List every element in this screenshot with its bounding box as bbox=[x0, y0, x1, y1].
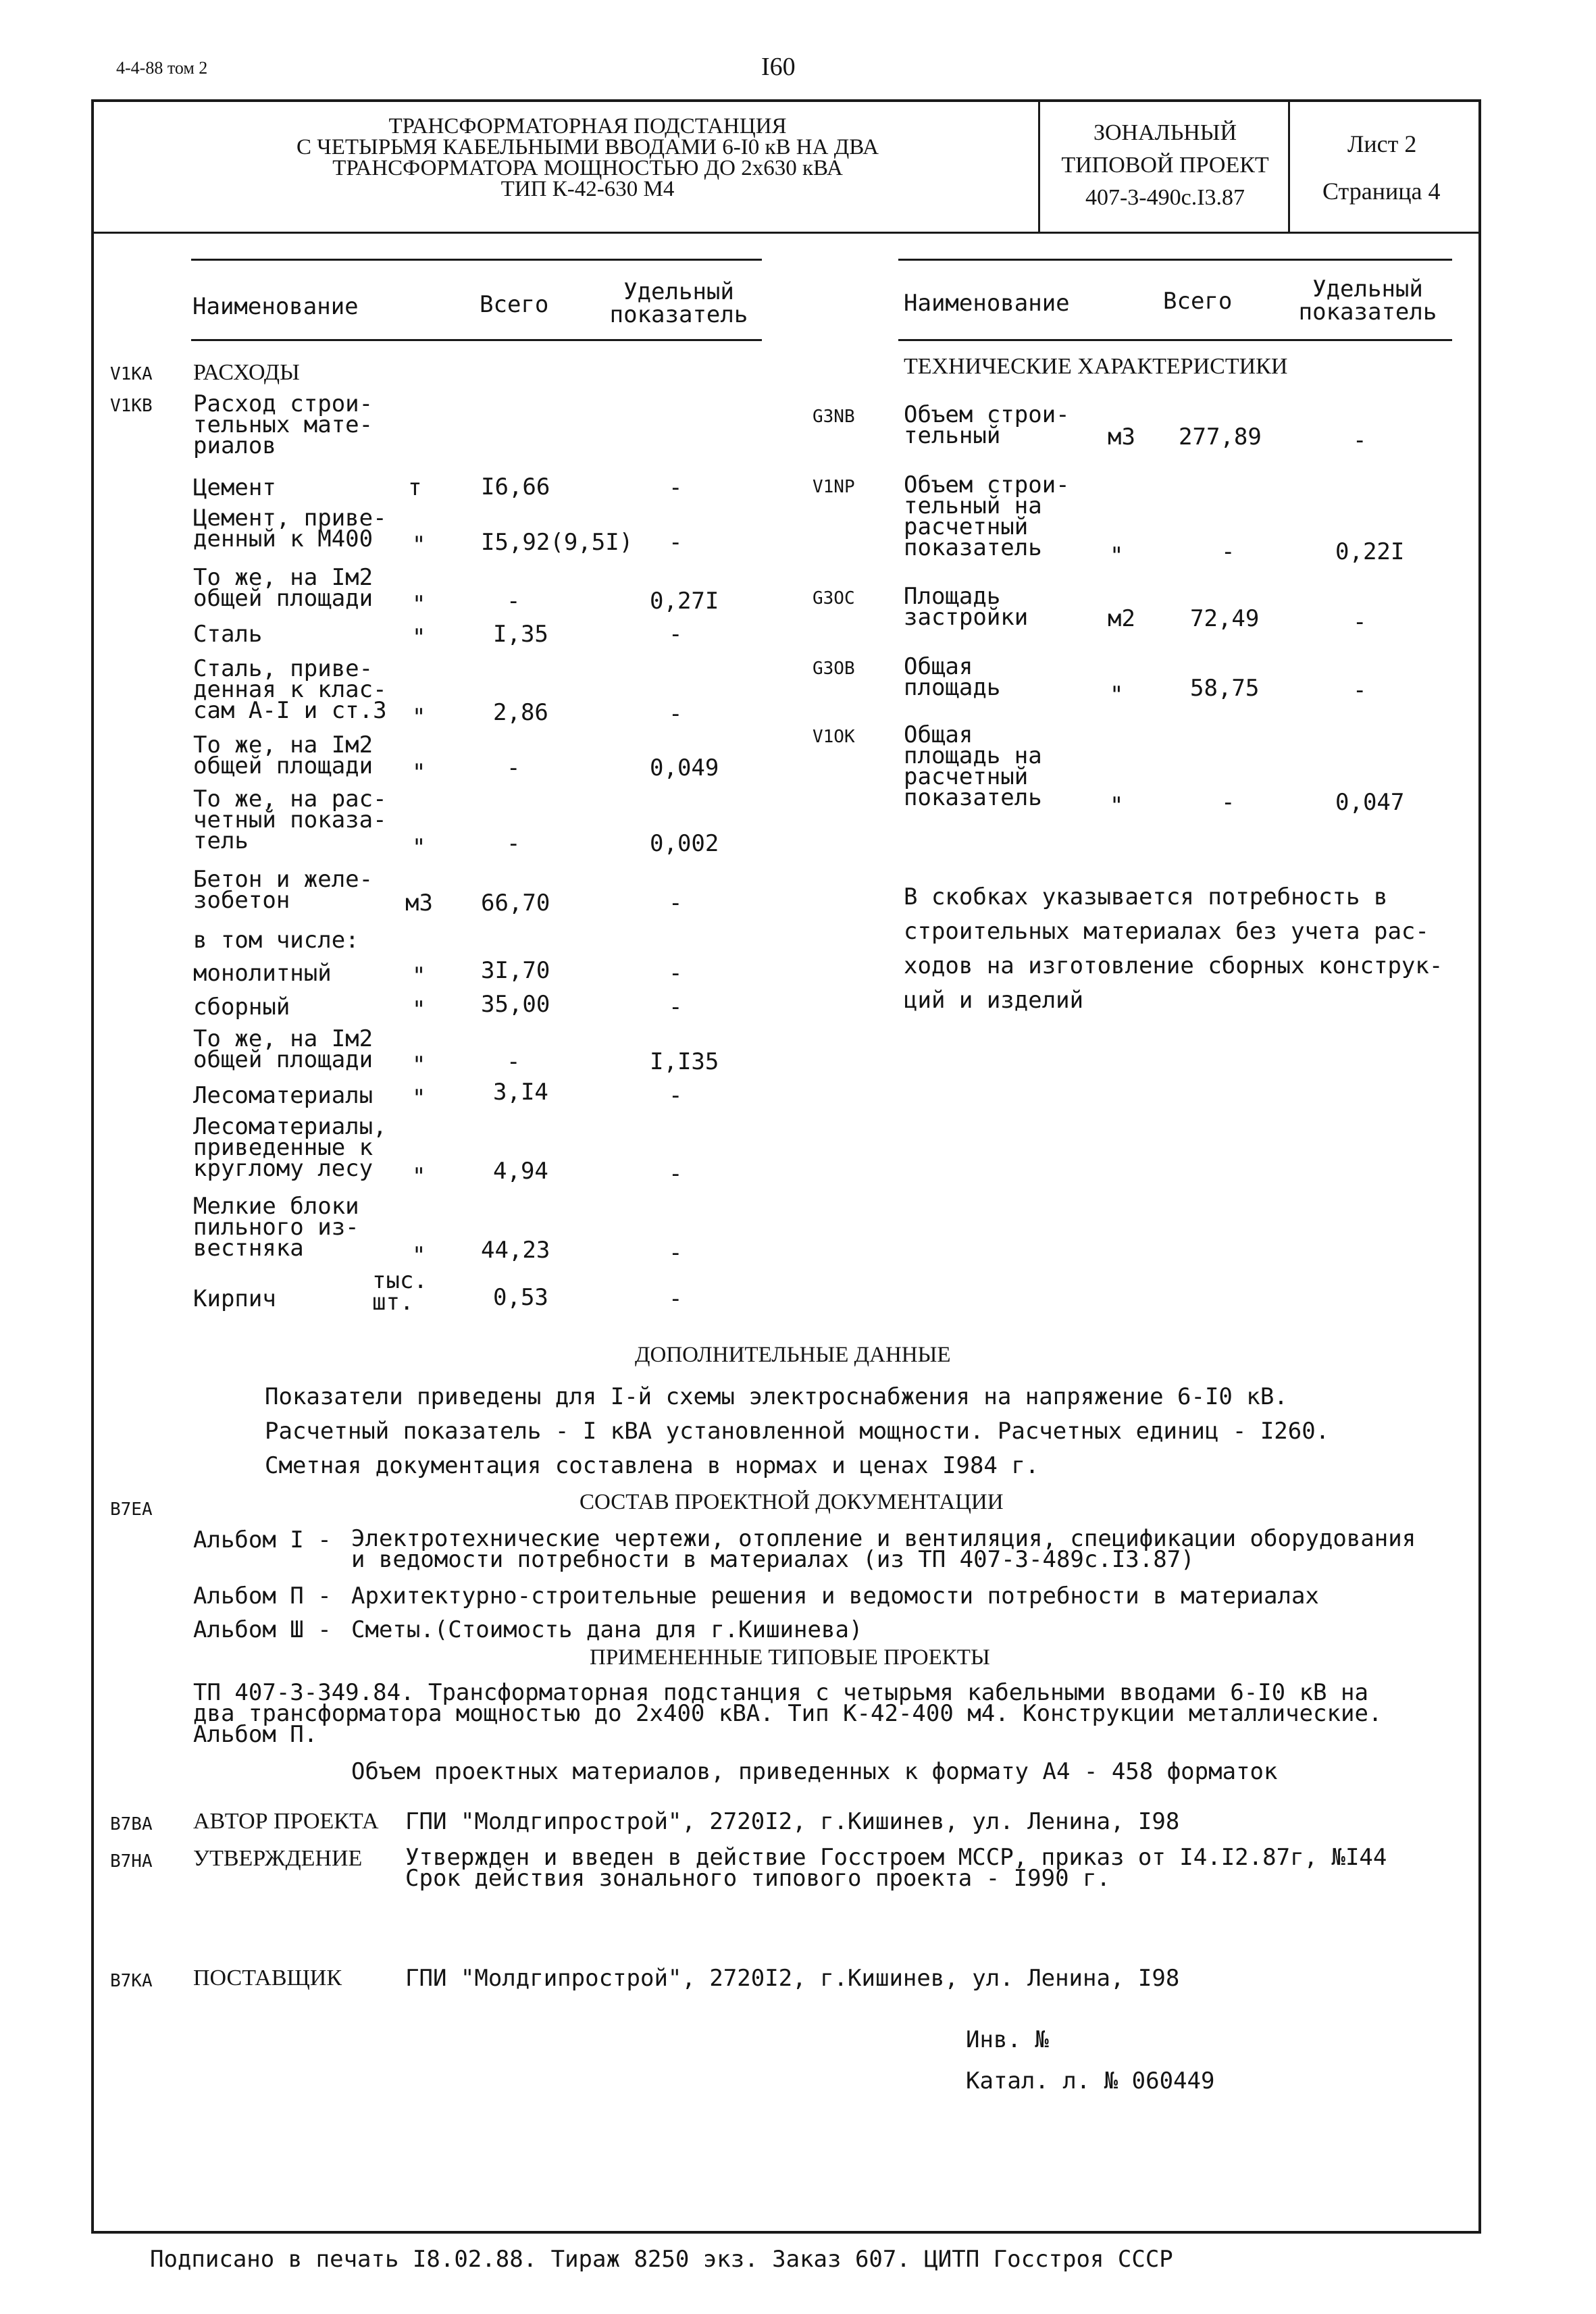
table-row bbox=[904, 653, 1001, 701]
row-unit: " bbox=[412, 834, 426, 861]
composition-code: B7EA bbox=[110, 1499, 153, 1520]
title-line: ТИП К-42-630 М4 bbox=[500, 177, 675, 201]
row-specific: - bbox=[1353, 609, 1367, 636]
row-specific: - bbox=[669, 621, 683, 648]
author-code: B7BA bbox=[110, 1814, 153, 1834]
approval-line: Утвержден и введен в действие Госстроем МССР, приказ от I4.I2.87г, №I44 bbox=[405, 1844, 1387, 1871]
table-row bbox=[193, 564, 374, 612]
applied-line: ТП 407-3-349.84. Трансформаторная подстанция с четырьмя кабельными вводами 6-I0 кВ на bbox=[193, 1679, 1368, 1706]
table-row bbox=[904, 721, 1042, 811]
row-total: - bbox=[507, 1048, 521, 1075]
row-name-line: тельных мате- bbox=[193, 411, 374, 438]
row-specific: - bbox=[669, 700, 683, 727]
row-specific: 0,047 bbox=[1335, 789, 1405, 816]
row-unit: " bbox=[412, 1242, 426, 1269]
row-name: сборный bbox=[193, 994, 290, 1021]
right-header-specific-line: Удельный bbox=[1312, 276, 1423, 303]
row-name-line: зобетон bbox=[193, 887, 290, 914]
row-unit: " bbox=[412, 591, 426, 618]
title-line: ТРАНСФОРМАТОРА МОЩНОСТЬЮ ДО 2х630 кВА bbox=[332, 156, 843, 180]
additional-line: Сметная документация составлена в нормах и ценах I984 г. bbox=[265, 1452, 1039, 1479]
row-name-line: расчетный bbox=[904, 513, 1029, 540]
row-specific: - bbox=[1353, 427, 1367, 454]
row-unit: " bbox=[412, 624, 426, 651]
row-unit: м3 bbox=[1108, 423, 1135, 451]
row-name-line: Объем строи- bbox=[904, 471, 1070, 498]
table-row bbox=[904, 401, 1070, 449]
row-name-line: общей площади bbox=[193, 1046, 374, 1073]
applied-text bbox=[193, 1679, 1383, 1748]
right-table-header-rule bbox=[898, 339, 1452, 341]
album-line: Электротехнические чертежи, отопление и вентиляция, спецификации оборудования bbox=[351, 1525, 1416, 1552]
row-name-line: вестняка bbox=[193, 1235, 304, 1262]
volume-line: Объем проектных материалов, приведенных к формату А4 - 458 форматок bbox=[351, 1758, 1278, 1785]
approval-label: УТВЕРЖДЕНИЕ bbox=[193, 1846, 363, 1871]
album-label: Альбом Ш - bbox=[193, 1616, 332, 1643]
left-header-specific bbox=[594, 280, 763, 326]
row-specific: I,I35 bbox=[650, 1048, 719, 1075]
inventory-number: Инв. № bbox=[966, 2026, 1049, 2053]
album-label: Альбом I - bbox=[193, 1526, 332, 1553]
title-line: ТРАНСФОРМАТОРНАЯ ПОДСТАНЦИЯ bbox=[388, 114, 787, 138]
row-name-line: пильного из- bbox=[193, 1214, 359, 1241]
supplier-label: ПОСТАВЩИК bbox=[193, 1965, 342, 1990]
applied-line: Альбом П. bbox=[193, 1721, 318, 1748]
row-unit: " bbox=[412, 1163, 426, 1190]
project-line: 407-3-490с.I3.87 bbox=[1085, 185, 1245, 210]
row-name-line: застройки bbox=[904, 604, 1029, 631]
row-total: 2,86 bbox=[493, 699, 548, 726]
row-name-line: тельный на bbox=[904, 492, 1042, 519]
album-label: Альбом П - bbox=[193, 1583, 332, 1610]
row-specific: 0,049 bbox=[650, 754, 719, 781]
row-total: - bbox=[1221, 538, 1235, 565]
row-unit: м2 bbox=[1108, 605, 1135, 632]
left-table-top-rule bbox=[191, 259, 762, 261]
table-row bbox=[904, 471, 1070, 561]
table-row bbox=[193, 390, 374, 459]
approval-text bbox=[405, 1844, 1387, 1892]
table-row bbox=[193, 1113, 387, 1182]
row-name-line: То же, на Iм2 bbox=[193, 564, 374, 591]
row-total: 3,I4 bbox=[493, 1079, 548, 1106]
row-unit: " bbox=[412, 962, 426, 989]
row-code: V1NP bbox=[813, 477, 855, 497]
table-row bbox=[193, 786, 387, 854]
row-name-line: То же, на Iм2 bbox=[193, 731, 374, 759]
approval-code: B7HA bbox=[110, 1851, 153, 1872]
right-table-top-rule bbox=[898, 259, 1452, 261]
row-name: в том числе: bbox=[193, 927, 359, 954]
row-code: G3OB bbox=[813, 659, 855, 679]
row-name-line: денная к клас- bbox=[193, 676, 387, 703]
applied-line: два трансформатора мощностью до 2х400 кВА. Тип К-42-400 м4. Конструкции металлические. bbox=[193, 1700, 1383, 1727]
row-unit: " bbox=[412, 532, 426, 559]
row-name-line: Сталь, приве- bbox=[193, 655, 374, 682]
author-text: ГПИ "Молдгипрострой", 2720I2, г.Кишинев, ул. Ленина, I98 bbox=[405, 1808, 1180, 1835]
row-total: 72,49 bbox=[1190, 605, 1260, 632]
right-header-name: Наименование bbox=[904, 290, 1070, 317]
row-name: Сталь bbox=[193, 621, 263, 648]
row-name: Кирпич bbox=[193, 1285, 276, 1312]
row-name-line: площадь на bbox=[904, 742, 1042, 769]
title-block-divider-2 bbox=[1288, 99, 1290, 233]
table-row bbox=[193, 1025, 374, 1073]
row-specific: - bbox=[1353, 677, 1367, 704]
row-specific: 0,22I bbox=[1335, 538, 1405, 565]
row-name-line: Лесоматериалы, bbox=[193, 1113, 387, 1140]
section-title-tech: ТЕХНИЧЕСКИЕ ХАРАКТЕРИСТИКИ bbox=[904, 354, 1288, 379]
row-unit: " bbox=[1110, 792, 1124, 819]
row-total: 4,94 bbox=[493, 1158, 548, 1185]
row-total: - bbox=[507, 754, 521, 781]
row-name: Лесоматериалы bbox=[193, 1082, 374, 1109]
row-name-line: показатель bbox=[904, 784, 1042, 811]
row-name-line: сам А-I и ст.3 bbox=[193, 697, 387, 724]
additional-lines bbox=[265, 1380, 1329, 1483]
row-name-line: Площадь bbox=[904, 583, 1001, 610]
row-total: 3I,70 bbox=[481, 957, 550, 984]
right-header-specific-line: показатель bbox=[1298, 299, 1437, 326]
row-unit: " bbox=[412, 996, 426, 1023]
row-name-line: общей площади bbox=[193, 585, 374, 612]
row-specific: - bbox=[669, 1285, 683, 1312]
row-name-line: круглому лесу bbox=[193, 1155, 374, 1182]
row-specific: - bbox=[669, 1082, 683, 1109]
row-name-line: расчетный bbox=[904, 763, 1029, 790]
row-total: I5,92(9,5I) bbox=[481, 529, 634, 556]
row-code: V1KB bbox=[110, 396, 153, 416]
row-total: 44,23 bbox=[481, 1237, 550, 1264]
row-total: 66,70 bbox=[481, 890, 550, 917]
row-total: 58,75 bbox=[1190, 675, 1260, 702]
row-name-line: Цемент, приве- bbox=[193, 505, 387, 532]
row-name-line: Расход строи- bbox=[193, 390, 374, 417]
title-block-divider-1 bbox=[1038, 99, 1040, 233]
series-label: 4-4-88 том 2 bbox=[116, 58, 208, 78]
row-unit: " bbox=[412, 1085, 426, 1112]
note-line: строительных материалах без учета рас- bbox=[904, 918, 1429, 945]
row-specific: 0,002 bbox=[650, 830, 719, 857]
project-line: ЗОНАЛЬНЫЙ bbox=[1093, 120, 1237, 145]
composition-title: СОСТАВ ПРОЕКТНОЙ ДОКУМЕНТАЦИИ bbox=[580, 1490, 1004, 1514]
row-unit: " bbox=[412, 759, 426, 786]
row-total: 35,00 bbox=[481, 991, 550, 1018]
row-specific: - bbox=[669, 474, 683, 501]
row-name-line: Общая bbox=[904, 653, 973, 680]
row-specific: - bbox=[669, 960, 683, 987]
left-header-name: Наименование bbox=[192, 293, 359, 320]
approval-line: Срок действия зонального типового проекта - I990 г. bbox=[405, 1865, 1110, 1892]
row-specific: - bbox=[669, 994, 683, 1021]
row-name-line: Мелкие блоки bbox=[193, 1193, 359, 1220]
print-footer: Подписано в печать I8.02.88. Тираж 8250 экз. Заказ 607. ЦИТП Госстроя СССР bbox=[150, 2246, 1173, 2273]
row-unit: " bbox=[1110, 542, 1124, 569]
row-unit: м3 bbox=[405, 890, 433, 917]
additional-line: Показатели приведены для I-й схемы электроснабжения на напряжение 6-I0 кВ. bbox=[265, 1383, 1288, 1410]
row-unit: т bbox=[408, 474, 422, 501]
page-number: I60 bbox=[761, 53, 796, 81]
table-row bbox=[193, 505, 387, 552]
page-label: Страница 4 bbox=[1322, 178, 1441, 205]
project-designation bbox=[1044, 117, 1287, 214]
note-line: ций и изделий bbox=[904, 987, 1084, 1014]
row-name: монолитный bbox=[193, 960, 332, 987]
title-block-bottom-rule bbox=[91, 232, 1481, 234]
author-label: АВТОР ПРОЕКТА bbox=[193, 1809, 379, 1834]
row-name-line: Объем строи- bbox=[904, 401, 1070, 428]
table-row bbox=[193, 655, 387, 724]
row-total: I6,66 bbox=[481, 473, 550, 500]
row-unit: " bbox=[1110, 682, 1124, 709]
row-name-line: показатель bbox=[904, 534, 1042, 561]
row-unit: тыс. шт. bbox=[372, 1267, 428, 1316]
row-total: I,35 bbox=[493, 621, 548, 648]
row-code: V1OK bbox=[813, 727, 855, 747]
section-code: V1KA bbox=[110, 364, 153, 384]
album-line: и ведомости потребности в материалах (из ТП 407-3-489с.I3.87) bbox=[351, 1546, 1195, 1573]
row-total: - bbox=[1221, 789, 1235, 816]
row-name-line: тельный bbox=[904, 422, 1001, 449]
right-header-specific bbox=[1283, 278, 1452, 324]
left-table-header-rule bbox=[191, 339, 762, 341]
table-row bbox=[193, 731, 374, 779]
left-header-specific-line: Удельный bbox=[623, 278, 734, 305]
album-text bbox=[351, 1525, 1416, 1573]
catalog-number: Катал. л. № 060449 bbox=[966, 2067, 1215, 2094]
row-specific: 0,27I bbox=[650, 588, 719, 615]
row-specific: - bbox=[669, 529, 683, 556]
supplier-code: B7KA bbox=[110, 1971, 153, 1991]
left-header-specific-line: показатель bbox=[609, 301, 748, 328]
album-text: Архитектурно-строительные решения и ведомости потребности в материалах bbox=[351, 1583, 1319, 1610]
row-name-line: площадь bbox=[904, 674, 1001, 701]
row-specific: - bbox=[669, 1239, 683, 1266]
table-row bbox=[193, 866, 374, 914]
row-name-line: четный показа- bbox=[193, 806, 387, 833]
row-code: G3NB bbox=[813, 407, 855, 427]
additional-title: ДОПОЛНИТЕЛЬНЫЕ ДАННЫЕ bbox=[635, 1343, 951, 1367]
row-specific: - bbox=[669, 1160, 683, 1187]
row-unit: " bbox=[412, 704, 426, 731]
row-name-line: Общая bbox=[904, 721, 973, 748]
row-total: - bbox=[507, 588, 521, 615]
section-title-expenses: РАСХОДЫ bbox=[193, 360, 300, 385]
sheet-label: Лист 2 bbox=[1347, 130, 1417, 157]
row-name-line: денный к М400 bbox=[193, 525, 374, 552]
row-name-line: То же, на рас- bbox=[193, 786, 387, 813]
row-total: 277,89 bbox=[1179, 423, 1262, 451]
row-specific: - bbox=[669, 890, 683, 917]
row-name-line: риалов bbox=[193, 432, 276, 459]
right-header-total: Всего bbox=[1163, 288, 1233, 315]
note-line: В скобках указывается потребность в bbox=[904, 883, 1388, 910]
note-line: ходов на изготовление сборных конструк- bbox=[904, 952, 1443, 979]
additional-line: Расчетный показатель - I кВА установленной мощности. Расчетных единиц - I260. bbox=[265, 1418, 1330, 1445]
supplier-text: ГПИ "Молдгипрострой", 2720I2, г.Кишинев, ул. Ленина, I98 bbox=[405, 1965, 1180, 1992]
row-total: - bbox=[507, 830, 521, 857]
title-line: С ЧЕТЫРЬМЯ КАБЕЛЬНЫМИ ВВОДАМИ 6-I0 кВ НА ДВА bbox=[297, 135, 879, 159]
album-text: Сметы.(Стоимость дана для г.Кишинева) bbox=[351, 1616, 863, 1643]
project-line: ТИПОВОЙ ПРОЕКТ bbox=[1061, 153, 1269, 178]
left-header-total: Всего bbox=[480, 291, 549, 318]
row-name-line: общей площади bbox=[193, 752, 374, 779]
row-name-line: То же, на Iм2 bbox=[193, 1025, 374, 1052]
row-name-line: приведенные к bbox=[193, 1134, 374, 1161]
row-unit: " bbox=[412, 1052, 426, 1079]
row-total: 0,53 bbox=[493, 1284, 548, 1311]
document-title bbox=[263, 116, 912, 200]
row-code: G3OC bbox=[813, 588, 855, 609]
row-name: Цемент bbox=[193, 474, 276, 501]
brackets-note bbox=[904, 880, 1443, 1018]
row-name-line: тель bbox=[193, 827, 249, 854]
table-row bbox=[904, 583, 1029, 631]
table-row bbox=[193, 1193, 359, 1262]
applied-title: ПРИМЕНЕННЫЕ ТИПОВЫЕ ПРОЕКТЫ bbox=[590, 1645, 990, 1670]
row-name-line: Бетон и желе- bbox=[193, 866, 374, 893]
